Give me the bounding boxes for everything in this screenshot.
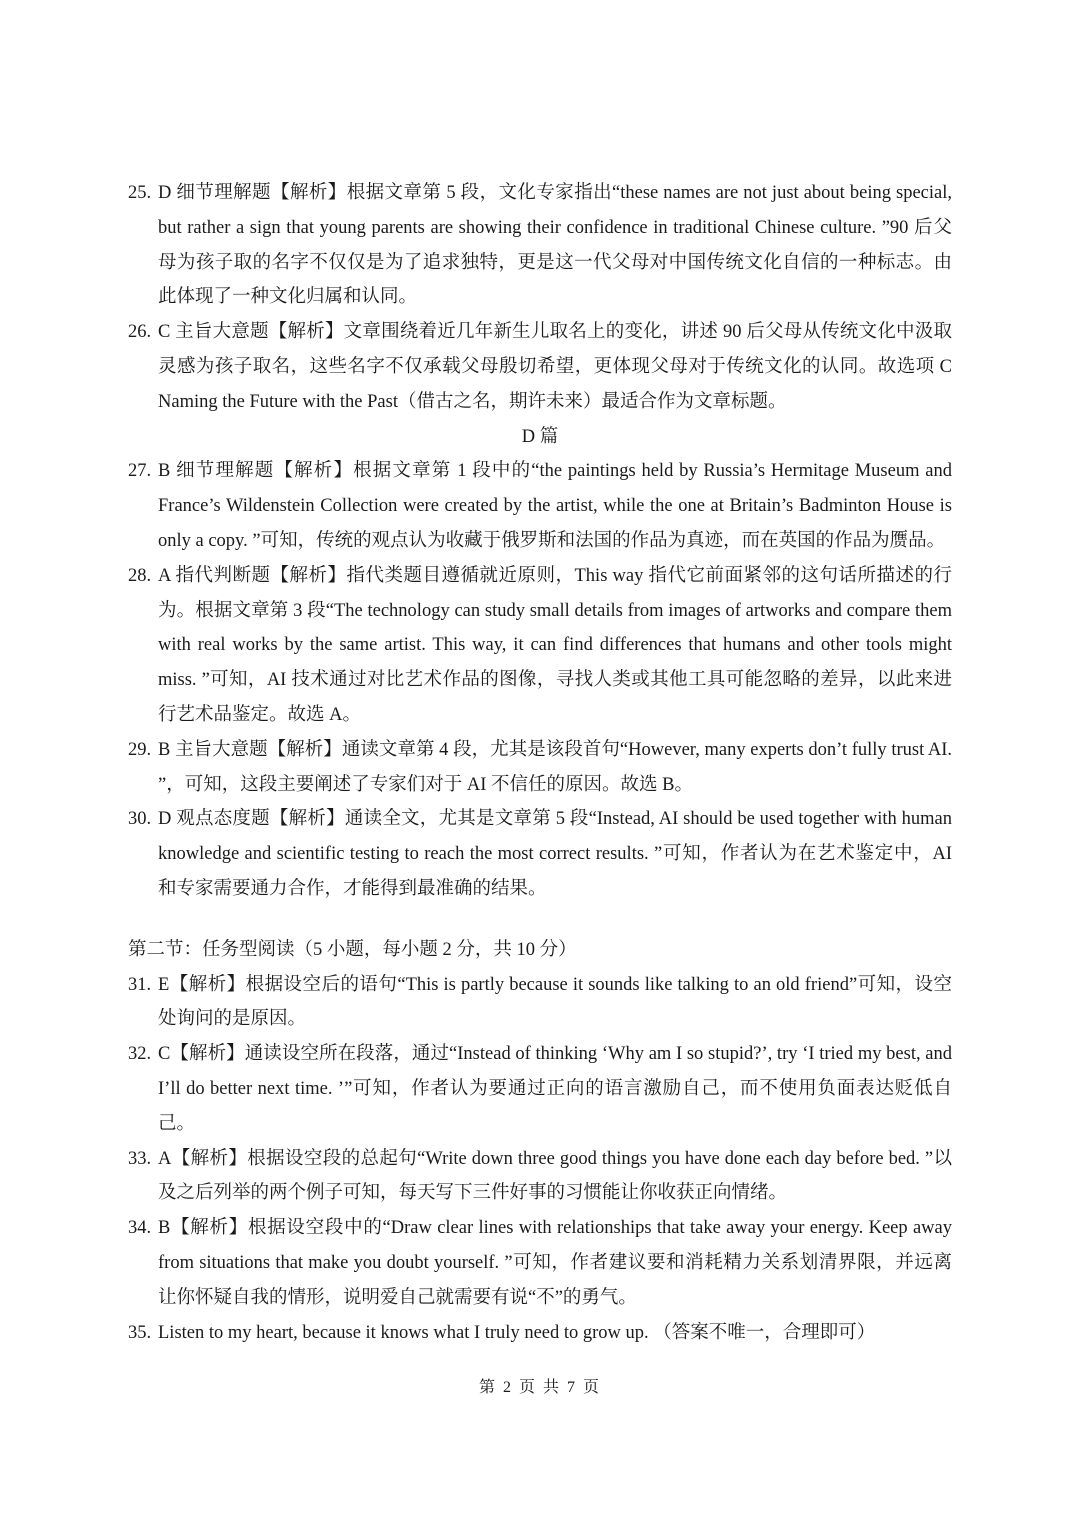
page-footer: 第 2 页 共 7 页 bbox=[478, 1379, 601, 1396]
answer-item-25 bbox=[128, 176, 952, 315]
item-number: 34. bbox=[128, 1218, 152, 1239]
answer-item-27 bbox=[128, 454, 952, 558]
answer-content bbox=[128, 176, 952, 1350]
item-number: 28. bbox=[128, 565, 152, 586]
item-text: E【解析】根据设空后的语句“This is partly because it sounds like talking to an old friend”可知，设空处询问的是原因。 bbox=[158, 974, 952, 1030]
item-text: B 主旨大意题【解析】通读文章第 4 段，尤其是该段首句“However, many experts don’t fully trust AI. ”，可知，这段主要阐述了专家们对于 AI 不信任的原因。故选 B。 bbox=[158, 739, 952, 795]
section-heading-d: D 篇 bbox=[521, 426, 559, 447]
item-text: D 观点态度题【解析】通读全文，尤其是文章第 5 段“Instead, AI should be used together with human knowledge and scientific testing to reach the most correct results. ”可知，作者认为在艺术鉴定中，AI 和专家需要通力合作，才能得到最准确的结果。 bbox=[158, 809, 952, 899]
item-number: 35. bbox=[128, 1322, 152, 1343]
answer-item-30 bbox=[128, 802, 952, 906]
answer-item-29 bbox=[128, 733, 952, 803]
item-number: 27. bbox=[128, 461, 152, 482]
item-number: 29. bbox=[128, 739, 152, 760]
item-number: 26. bbox=[128, 322, 152, 343]
item-number: 31. bbox=[128, 974, 152, 995]
item-text: C 主旨大意题【解析】文章围绕着近几年新生儿取名上的变化，讲述 90 后父母从传统文化中汲取灵感为孩子取名，这些名字不仅承载父母殷切希望，更体现父母对于传统文化的认同。故选项 C Naming the Future with the Past（借古之名，期许未来）最适合作为文章标题。 bbox=[158, 322, 952, 412]
answer-item-33 bbox=[128, 1142, 952, 1212]
answer-item-28 bbox=[128, 559, 952, 733]
item-text: Listen to my heart, because it knows what I truly need to grow up. （答案不唯一，合理即可） bbox=[158, 1322, 876, 1343]
item-text: D 细节理解题【解析】根据文章第 5 段，文化专家指出“these names are not just about being special, but rather a sign that young parents are showing their confidence in traditional Chinese culture. ”90 后父母为孩子取的名字不仅仅是为了追求独特，更是这一代父母对中国传统文化自信的一种标志。由此体现了一种文化归属和认同。 bbox=[158, 183, 952, 308]
item-number: 25. bbox=[128, 183, 152, 203]
item-text: C【解析】通读设空所在段落，通过“Instead of thinking ‘Why am I so stupid?’, try ‘I tried my best, and I’ll do better next time. ’”可知，作者认为要通过正向的语言激励自己，而不使用负面表达贬低自己。 bbox=[158, 1044, 952, 1134]
answer-item-26 bbox=[128, 315, 952, 419]
item-text: A【解析】根据设空段的总起句“Write down three good things you have done each day before bed. ”以及之后列举的两个例子可知，每天写下三件好事的习惯能让你收获正向情绪。 bbox=[158, 1148, 952, 1204]
item-text: B【解析】根据设空段中的“Draw clear lines with relationships that take away your energy. Keep away from situations that make you doubt yourself. ”可知，作者建议要和消耗精力关系划清界限，并远离让你怀疑自我的情形，说明爱自己就需要有说“不”的勇气。 bbox=[158, 1218, 952, 1308]
answer-item-34 bbox=[128, 1211, 952, 1315]
item-text: B 细节理解题【解析】根据文章第 1 段中的“the paintings held by Russia’s Hermitage Museum and France’s Wildenstein Collection were created by the artist, while the one at Britain’s Badminton House is only a copy. ”可知，传统的观点认为收藏于俄罗斯和法国的作品为真迹，而在英国的作品为赝品。 bbox=[158, 461, 952, 551]
answer-item-32 bbox=[128, 1037, 952, 1141]
section-2-heading: 第二节：任务型阅读（5 小题，每小题 2 分，共 10 分） bbox=[128, 939, 577, 960]
item-text: A 指代判断题【解析】指代类题目遵循就近原则，This way 指代它前面紧邻的这句话所描述的行为。根据文章第 3 段“The technology can study small details from images of artworks and compare them with real works by the same artist. This way, it can find differences that humans and other tools might miss. ”可知，AI 技术通过对比艺术作品的图像，寻找人类或其他工具可能忽略的差异，以此来进行艺术品鉴定。故选 A。 bbox=[158, 565, 952, 725]
answer-item-31 bbox=[128, 968, 952, 1038]
item-number: 30. bbox=[128, 809, 152, 830]
answer-item-35 bbox=[128, 1316, 952, 1351]
item-number: 32. bbox=[128, 1044, 152, 1065]
item-number: 33. bbox=[128, 1148, 152, 1169]
